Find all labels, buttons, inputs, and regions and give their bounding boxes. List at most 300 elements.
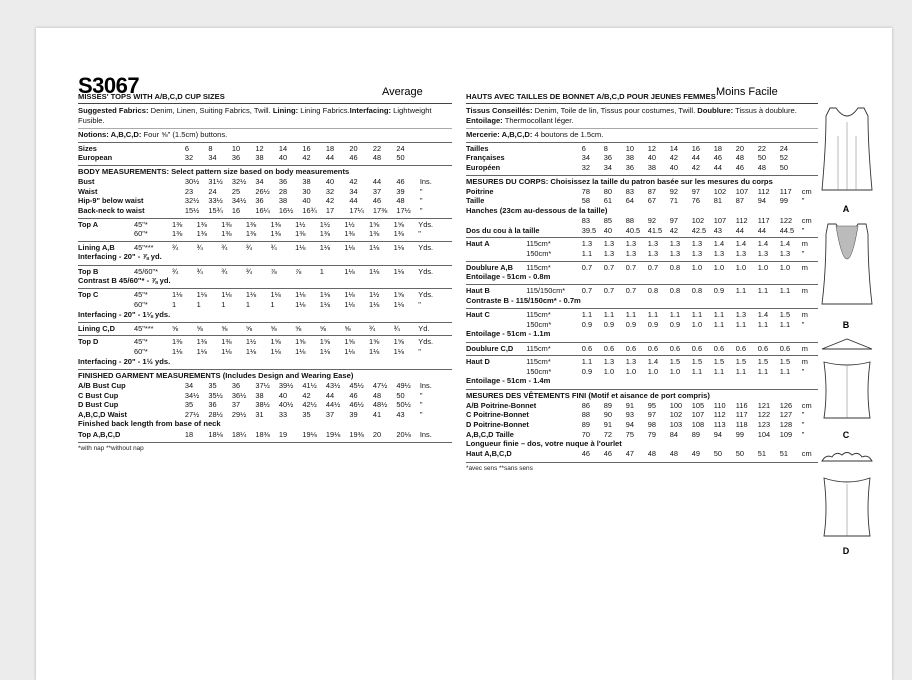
table-cell: 0.7 [581, 262, 593, 272]
table-cell: 8 [208, 143, 213, 153]
table-cell: 1.1 [581, 310, 593, 320]
notions-block [78, 128, 452, 140]
table-cell: ¾ [393, 323, 400, 333]
yardage-note: Interfacing - 20" - 1½ yds. [78, 356, 171, 366]
table-cell: ⅝ [319, 323, 326, 333]
table-cell: 36 [208, 400, 217, 410]
table-cell: ¾ [245, 242, 253, 252]
footnote: *with nap **without nap [78, 442, 452, 454]
table-cell: 40 [647, 153, 657, 163]
yardage-table [466, 310, 818, 329]
table-cell: 1⅝ [270, 337, 281, 347]
table-row [466, 344, 818, 354]
table-cell: " [419, 196, 423, 206]
table-cell: 94 [625, 419, 635, 429]
table-cell: 61 [603, 196, 613, 206]
table-cell: 31 [255, 409, 264, 419]
table-cell: 22 [372, 143, 382, 153]
table-cell: 36 [231, 153, 241, 163]
table-cell: 117 [757, 216, 770, 226]
table-cell: 36½ [231, 390, 247, 400]
table-cell: Yd. [418, 323, 430, 333]
table-cell: ⅝ [344, 323, 351, 333]
table-cell: 6 [581, 143, 586, 153]
table-cell: 40 [325, 177, 335, 187]
table-cell: 24 [396, 143, 405, 153]
notions-text: Four ⅝" (1.5cm) buttons. [141, 129, 228, 139]
table-cell: 1.0 [603, 366, 615, 376]
table-cell: 115/150cm* [526, 286, 566, 296]
yardage-note: Interfacing - 20" - 1⅛ yds. [78, 309, 171, 319]
notions-label: Notions: A,B,C,D: [78, 129, 142, 139]
table-cell: 17 [325, 205, 335, 215]
table-cell: 1.4 [713, 239, 725, 249]
table-cell: 1⅛ [369, 299, 380, 309]
table-cell: 1.5 [779, 357, 791, 367]
table-cell: 1.1 [713, 366, 725, 376]
table-cell [466, 320, 526, 330]
table-cell: 1.4 [779, 239, 791, 249]
table-cell: 1.1 [779, 319, 791, 329]
table-cell: ¾ [221, 266, 228, 276]
table-cell: 50 [396, 153, 405, 163]
table-cell: Ins. [419, 429, 432, 439]
yardage-group [78, 335, 452, 366]
table-cell: D Bust Cup [78, 400, 119, 410]
table-cell: 1.5 [691, 357, 703, 367]
finished-measurements-block [466, 389, 818, 459]
pattern-envelope-back [36, 28, 892, 680]
table-cell: ¾ [196, 266, 203, 276]
notions-label: Mercerie: A,B,C,D: [466, 129, 533, 139]
table-row [78, 324, 452, 334]
fabrics-text: Denim, Linen, Suiting Fabrics, Twill. [148, 106, 273, 116]
table-cell: 1.1 [735, 366, 747, 376]
table-cell: 45"*** [133, 323, 154, 333]
table-cell: 1.0 [691, 262, 703, 272]
table-cell: 1⅜ [221, 229, 232, 239]
table-cell [78, 347, 134, 357]
fabric-info [466, 106, 818, 126]
table-cell: 16¾ [302, 205, 317, 215]
table-cell: 102 [713, 186, 727, 196]
table-cell: 42 [669, 225, 679, 235]
yardage-table [466, 286, 818, 296]
table-cell: ¾ [172, 242, 179, 252]
table-cell: 0.6 [757, 343, 769, 353]
yardage-table [466, 263, 818, 273]
table-cell: Back-neck to waist [78, 205, 145, 215]
finished-measurements-title: FINISHED GARMENT MEASUREMENTS (Includes Design and Wearing Ease) [78, 370, 354, 380]
table-cell [466, 367, 526, 377]
table-cell: 42 [691, 163, 701, 172]
table-cell: Françaises [466, 153, 505, 163]
table-cell: 1.3 [757, 248, 769, 258]
view-c-drawing [816, 356, 878, 426]
table-cell: 1.0 [625, 366, 637, 376]
table-cell: Ins. [419, 177, 432, 187]
table-cell [420, 144, 452, 154]
table-cell: 48 [372, 390, 382, 400]
table-cell: 128 [779, 419, 793, 429]
table-cell: 126 [779, 400, 793, 410]
table-cell: 32 [184, 153, 194, 163]
table-cell: 1⅛ [295, 346, 306, 356]
table-cell: 1.3 [779, 248, 791, 258]
table-cell: 18⅛ [208, 429, 223, 439]
table-cell: 16 [691, 143, 701, 153]
table-cell: 1.0 [757, 262, 769, 272]
table-cell: 1⅛ [319, 299, 331, 309]
table-cell: 1.4 [647, 357, 659, 367]
back-length-title: Finished back length from base of neck [78, 419, 221, 429]
table-cell: 1⅜ [196, 229, 207, 239]
view-d-drawing [816, 472, 878, 544]
fabrics-label: Tissus Conseillés: [466, 106, 533, 116]
table-cell: 1.1 [757, 319, 769, 329]
table-cell: 99 [779, 196, 789, 206]
table-cell: " [418, 229, 421, 239]
table-cell: 38 [625, 153, 635, 163]
table-cell: 1⅛ [172, 290, 183, 300]
table-cell: 91 [603, 419, 613, 429]
table-cell: 40 [278, 153, 288, 163]
table-cell: 83 [625, 186, 635, 196]
table-cell: 1⅛ [344, 299, 355, 309]
table-cell: 1.3 [625, 239, 637, 249]
table-cell: 48 [757, 163, 767, 172]
table-cell: 0.9 [581, 366, 593, 376]
table-cell: " [801, 410, 805, 420]
table-cell: 1⅛ [221, 346, 232, 356]
table-cell: 1.1 [669, 310, 681, 320]
table-cell: 1.1 [757, 366, 769, 376]
table-cell: 1⅜ [196, 219, 207, 229]
pattern-title: HAUTS AVEC TAILLES DE BONNET A/B,C,D POUR JEUNES FEMMES [466, 92, 818, 104]
table-cell: 0.7 [647, 262, 659, 272]
table-cell: 51 [779, 449, 789, 459]
table-cell: Doublure C,D [466, 343, 514, 353]
table-cell: 1⅝ [295, 337, 306, 347]
table-cell: ⅝ [172, 323, 179, 333]
body-measurements-table [78, 177, 452, 215]
table-cell: 41 [372, 409, 382, 419]
table-cell: ¾ [221, 242, 228, 252]
table-row [466, 410, 818, 420]
table-cell: 1⅛ [245, 290, 257, 300]
table-cell: 1.3 [691, 248, 703, 258]
table-row [466, 196, 818, 206]
table-cell: 44 [713, 163, 723, 172]
interfacing-text: Lightweight Fusible. [78, 106, 432, 126]
table-cell: 17¼ [349, 205, 364, 215]
table-cell: Top D [78, 337, 99, 347]
table-cell: 89 [603, 400, 613, 410]
table-cell: 1⅝ [319, 337, 331, 347]
table-cell: 1.1 [713, 319, 725, 329]
table-cell: 108 [691, 419, 705, 429]
table-cell: Yds. [418, 337, 434, 347]
table-cell: 83 [581, 216, 591, 226]
table-cell: Yds. [418, 266, 434, 276]
table-cell: 18⅜ [255, 429, 270, 439]
table-cell: 85 [603, 216, 613, 226]
table-cell: 46 [713, 153, 723, 163]
table-cell: 24 [779, 143, 789, 153]
table-cell: 42 [302, 153, 311, 163]
table-cell: 12 [255, 143, 264, 153]
table-cell: 105 [691, 400, 705, 410]
table-cell: ¾ [245, 266, 253, 276]
yardage-group [466, 261, 818, 283]
table-cell: 104 [757, 429, 771, 439]
table-cell: 1⅛ [221, 290, 232, 300]
table-cell: 76 [691, 196, 701, 206]
table-cell: 48½ [372, 400, 388, 410]
yardage-note: Contrast B 45/60"* - ⅞ yd. [78, 276, 171, 286]
table-cell: Poitrine [466, 186, 494, 196]
table-cell: 1⅜ [270, 229, 281, 239]
yardage-table [466, 357, 818, 376]
table-cell: European [78, 153, 113, 163]
table-cell: 34 [581, 153, 591, 163]
table-cell: 18 [325, 143, 335, 153]
table-cell: 35 [302, 409, 311, 419]
difficulty-level-fr: Moins Facile [716, 86, 778, 98]
table-cell: 1.3 [691, 239, 703, 249]
lining-text: Tissus à doublure. [733, 106, 797, 116]
table-cell: 32 [325, 186, 335, 196]
table-cell: 1⅛ [369, 346, 380, 356]
table-cell: 38½ [255, 400, 270, 410]
table-cell: 1⅛ [319, 346, 331, 356]
table-cell: 117 [735, 410, 748, 420]
interfacing-label: Interfacing: [349, 106, 392, 116]
table-cell: A,B,C,D Taille [466, 429, 514, 439]
table-cell: 1⅛ [344, 346, 355, 356]
table-cell: Dos du cou à la taille [466, 225, 540, 235]
yardage-group [78, 218, 452, 239]
table-cell: ¾ [172, 266, 179, 276]
table-cell: 103 [669, 419, 683, 429]
table-cell: 0.6 [603, 343, 615, 353]
table-cell: 43½ [325, 380, 341, 390]
table-cell: " [419, 186, 423, 196]
table-cell: 29½ [231, 409, 247, 419]
table-cell: Haut D [466, 357, 490, 367]
table-cell: 8 [603, 143, 608, 153]
table-cell: cm [801, 449, 812, 459]
table-row [466, 187, 818, 197]
table-cell [78, 300, 134, 310]
table-cell: " [418, 346, 421, 356]
table-cell: 50½ [396, 400, 411, 410]
yardage-table [78, 337, 452, 356]
table-cell: 150cm* [526, 248, 552, 258]
notions-line [78, 130, 452, 140]
table-row [78, 290, 452, 300]
table-cell: 1⅛ [369, 242, 380, 252]
table-cell: 0.9 [713, 286, 725, 296]
table-cell: 1⅛ [270, 290, 281, 300]
body-measurements-title: BODY MEASUREMENTS: Select pattern size based on body measurements [78, 167, 350, 176]
table-cell: Taille [466, 196, 485, 206]
notions-line [466, 130, 818, 140]
sizes-table [78, 144, 452, 163]
table-cell: 1 [245, 299, 251, 309]
table-cell: 46 [735, 163, 745, 172]
table-cell: 35½ [208, 390, 223, 400]
table-cell: 150cm* [526, 366, 552, 376]
table-cell: 1.3 [669, 239, 681, 249]
table-cell: 1⅛ [245, 346, 257, 356]
table-row [466, 430, 818, 440]
table-cell: 86 [581, 400, 591, 410]
table-cell: 1⅛ [319, 290, 331, 300]
table-cell: 40 [669, 163, 679, 172]
table-cell: 1.3 [735, 310, 747, 320]
yardage-table [78, 267, 452, 277]
table-cell: 80 [603, 186, 613, 196]
table-cell: 38 [302, 177, 311, 187]
table-cell: " [419, 205, 423, 215]
table-cell: m [801, 262, 808, 272]
table-cell: D Poitrine-Bonnet [466, 419, 529, 429]
table-cell: 45½ [349, 380, 364, 390]
body-measurements-block [466, 175, 818, 236]
table-cell: 47½ [372, 380, 388, 390]
table-cell: 0.8 [669, 262, 681, 272]
table-cell: " [801, 429, 805, 439]
table-cell: 1.0 [691, 319, 703, 329]
table-cell: 18 [713, 143, 723, 153]
body-measurements-table [466, 187, 818, 206]
table-cell: 1⅛ [393, 266, 404, 276]
table-cell: 42 [669, 153, 679, 163]
footnote: *avec sens **sans sens [466, 462, 818, 474]
back-length-table [466, 449, 818, 459]
table-cell: 20 [372, 429, 382, 439]
table-row [78, 400, 452, 410]
table-cell: 1½ [344, 219, 355, 229]
table-cell: Top A [78, 219, 99, 229]
table-cell: 12 [647, 143, 657, 153]
table-row [466, 320, 818, 330]
table-cell [420, 153, 452, 163]
table-cell: 38 [255, 390, 264, 400]
back-length-title: Longueur finie – dos, votre nuque à l'ourlet [466, 439, 622, 449]
view-b-label: B [842, 320, 850, 330]
yardage-note: Entoilage - 51cm - 0.8m [466, 272, 551, 282]
table-cell: 40.5 [625, 225, 641, 235]
table-row [466, 367, 818, 377]
table-cell: 1.3 [603, 357, 615, 367]
table-cell: 0.8 [647, 286, 659, 296]
table-cell: 60"* [133, 299, 148, 309]
table-cell: 1⅛ [393, 242, 404, 252]
table-cell: 22 [757, 143, 767, 153]
table-cell: 1.1 [691, 366, 703, 376]
table-cell: 89 [691, 429, 701, 439]
table-cell: 1⅜ [369, 229, 380, 239]
table-cell: 60"* [133, 346, 148, 356]
table-cell: 40 [278, 390, 288, 400]
table-cell: 37½ [255, 380, 270, 390]
table-cell: 35 [208, 380, 217, 390]
table-cell: 45"*** [133, 242, 154, 252]
table-cell: 1⅛ [344, 266, 355, 276]
table-cell: 0.6 [691, 343, 703, 353]
finished-measurements-table [78, 381, 452, 419]
table-cell: 107 [691, 410, 705, 420]
table-cell: m [801, 343, 808, 353]
table-cell: 48 [669, 449, 679, 459]
yardage-group [466, 284, 818, 306]
table-cell: 43 [396, 409, 405, 419]
table-cell: 122 [757, 410, 771, 420]
yardage-group [78, 241, 452, 263]
table-cell: 34 [184, 380, 194, 390]
finished-measurements-table [466, 401, 818, 439]
table-row [78, 381, 452, 391]
table-cell: 33½ [208, 196, 223, 206]
table-cell: 1.3 [581, 239, 593, 249]
table-cell: 1⅝ [393, 290, 404, 300]
table-row [78, 177, 452, 187]
table-cell: 1⅛ [196, 290, 207, 300]
table-cell: 1 [172, 299, 177, 309]
table-row [466, 226, 818, 236]
table-cell: 112 [735, 216, 748, 226]
table-cell [78, 229, 134, 239]
lining-text: Lining Fabrics. [298, 106, 350, 116]
table-cell: " [419, 400, 423, 410]
table-cell: 1.4 [757, 310, 769, 320]
table-cell: Waist [78, 186, 98, 196]
table-row [78, 337, 452, 347]
table-cell: 97 [647, 410, 657, 420]
table-cell: 0.8 [669, 286, 681, 296]
table-cell: 1 [270, 299, 275, 309]
pattern-code: S3067 [78, 73, 140, 98]
table-cell: 1.1 [779, 366, 791, 376]
yardage-group [466, 342, 818, 354]
table-cell: 44 [372, 177, 382, 187]
table-cell: 107 [735, 186, 749, 196]
table-cell: " [801, 196, 805, 206]
table-cell: 1.1 [757, 286, 769, 296]
table-cell: 60"* [133, 229, 148, 239]
table-row [78, 206, 452, 216]
table-row [466, 144, 818, 154]
table-cell: 122 [779, 216, 793, 226]
table-cell: 1⅝ [393, 337, 404, 347]
table-cell: 45"* [133, 290, 148, 300]
lining-label: Doublure: [697, 106, 734, 116]
table-cell: 1⅜ [344, 229, 355, 239]
table-cell: 1⅝ [393, 219, 404, 229]
table-cell: 36 [278, 177, 288, 187]
table-cell: 16 [231, 205, 241, 215]
table-cell: 49½ [396, 380, 411, 390]
table-cell: 1½ [369, 290, 380, 300]
table-cell: 1.1 [625, 310, 637, 320]
table-cell: 46 [349, 390, 358, 400]
table-cell: 115cm* [526, 310, 551, 320]
table-cell: 15½ [184, 205, 200, 215]
table-cell: Top C [78, 290, 99, 300]
table-cell: 1⅜ [172, 219, 183, 229]
